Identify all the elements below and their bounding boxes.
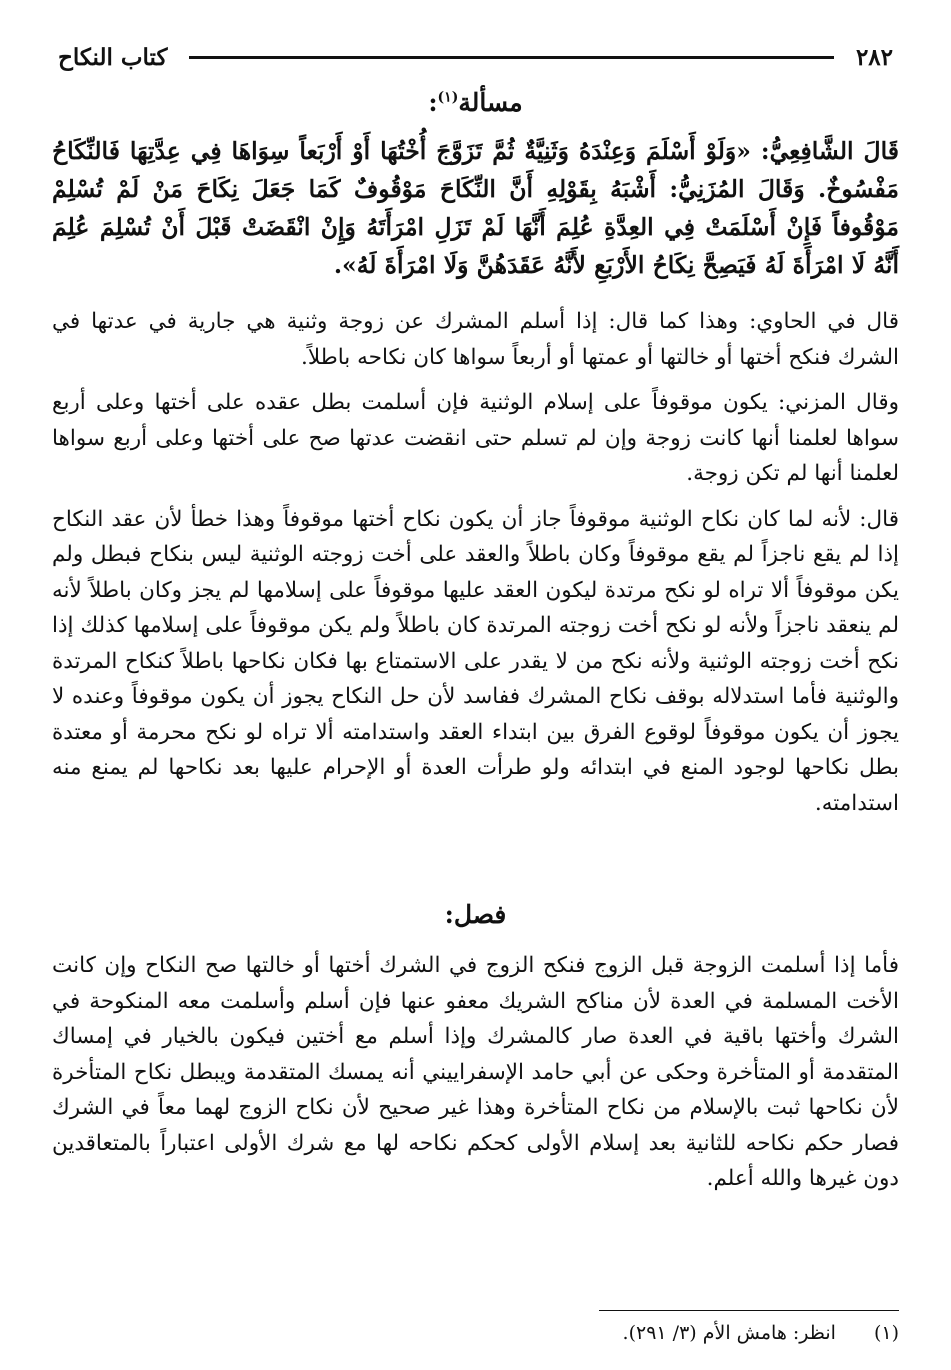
fasl-body	[52, 948, 899, 1197]
section-heading-fasl: فصل:	[444, 900, 507, 929]
running-head	[58, 40, 893, 74]
section-heading-colon: :	[428, 88, 438, 117]
paragraph-hawi: قال في الحاوي: وهذا كما قال: إذا أسلم المشرك عن زوجة وثنية هي جارية في عدتها في الشرك فنكح أختها أو خالتها أو عمتها أو أربعاً سواها كان نكاحه باطلاً.	[52, 309, 899, 370]
paragraph-muzani: وقال المزني: يكون موقوفاً على إسلام الوثنية فإن أسلمت بطل عقده على أختها وعلى أربع سواها لعلمنا أنها كانت زوجة وإن لم تسلم حتى انقضت عدتها صح على أختها وعلى أربع سواها لعلمنا أنها لم تكن زوجة.	[52, 390, 899, 486]
footnote-reference[interactable]: (١)	[437, 89, 459, 106]
header-rule	[189, 56, 833, 59]
footnote-marker: (١)	[873, 1322, 899, 1344]
section-heading-masala	[0, 88, 951, 117]
shafii-quote: قَالَ الشَّافِعِيُّ: «وَلَوْ أَسْلَمَ وَعِنْدَهُ وَثَنِيَّةٌ ثُمَّ تَزَوَّجَ أُخْتُهَا أَوْ أَرْبَعاً سِوَاهَا فِي عِدَّتِهَا فَالنِّكَاحُ مَفْسُوخٌ. وَقَالَ المُزَنِيُّ: أَشْبَهُ بِقَوْلِهِ أَنَّ النِّكَاحَ مَوْقُوفٌ كَمَا جَعَلَ نِكَاحَ مَنْ لَمْ تُسْلِمْ مَوْقُوفاً فَإِنْ أَسْلَمَتْ فِي العِدَّةِ عُلِمَ أَنَّهَا لَمْ تَزَلِ امْرَأَتَهُ وَإِنْ انْقَضَتْ قَبْلَ أَنْ تُسْلِمَ عُلِمَ أَنَّهُ لَا امْرَأَةَ لَهُ فَيَصِحَّ نِكَاحُ الأَرْبَعِ لأَنَّهُ عَقَدَهُنَّ وَلَا امْرَأَةَ لَهُ».	[52, 137, 899, 279]
section-heading-text: مسألة	[458, 88, 523, 117]
footnote-rule	[599, 1310, 899, 1311]
paragraph-fasl: فأما إذا أسلمت الزوجة قبل الزوج فنكح الزوج في الشرك أختها أو خالتها صح النكاح وإن كانت الأخت المسلمة في العدة لأن مناكح الشريك معفو عنها فإن أسلم وأسلمت معه المنكوحة في الشرك وأختها باقية في العدة صار كالمشرك وإذا أسلم مع أختين فيكون بالخيار في إمساك المتقدمة أو المتأخرة وحكى عن أبي حامد الإسفراييني أنه يمسك المتقدمة ويبطل نكاح المتأخرة لأن نكاحها ثبت بالإسلام من نكاح المتأخرة وهذا غير صحيح لأن نكاح الزوج لهما معاً في الشرك فصار حكم نكاحه للثانية بعد إسلام الأولى كحكم نكاحه لها مع شرك الأولى اعتباراً بالمتعاقدين دون غيرها والله أعلم.	[52, 953, 899, 1191]
book-title: كتاب النكاح	[58, 43, 168, 71]
paragraph-refutation: قال: لأنه لما كان نكاح الوثنية موقوفاً جاز أن يكون نكاح أختها موقوفاً وهذا خطأ لأن عقد النكاح إذا لم يقع ناجزاً لم يقع موقوفاً وكان باطلاً والعقد على أخت زوجته الوثنية ليس بنكاح فبطل ولم يكن موقوفاً ألا تراه لو نكح مرتدة ليكون العقد عليها موقوفاً على إسلامها لم يجز وكان باطلاً لأنه لم ينعقد ناجزاً ولأنه لو نكح أخت زوجته المرتدة كان باطلاً ولم يكن موقوفاً على إسلامها كذلك إذا نكح أخت زوجته الوثنية ولأنه نكح من لا يقدر على الاستمتاع بها فكان نكاحها باطلاً كنكاح المرتدة والوثنية فأما استدلاله بوقف نكاح المشرك ففاسد لأن حل النكاح يجوز أن يكون موقوفاً وعنده لا يجوز أن يكون موقوفاً لوقوع الفرق بين ابتداء العقد واستدامته ألا تراه لو نكح محرمة أو معتدة بطل نكاحها لوجود المنع في ابتدائه ولو طرأت العدة أو الإحرام عليها بعد نكاحها لم يمنع منه استدامته.	[52, 506, 899, 816]
footnote	[52, 1318, 899, 1348]
page-number: ٢٨٢	[855, 43, 893, 71]
footnote-text: انظر: هامش الأم (٣/ ٢٩١).	[622, 1322, 836, 1344]
commentary-body	[52, 304, 899, 821]
